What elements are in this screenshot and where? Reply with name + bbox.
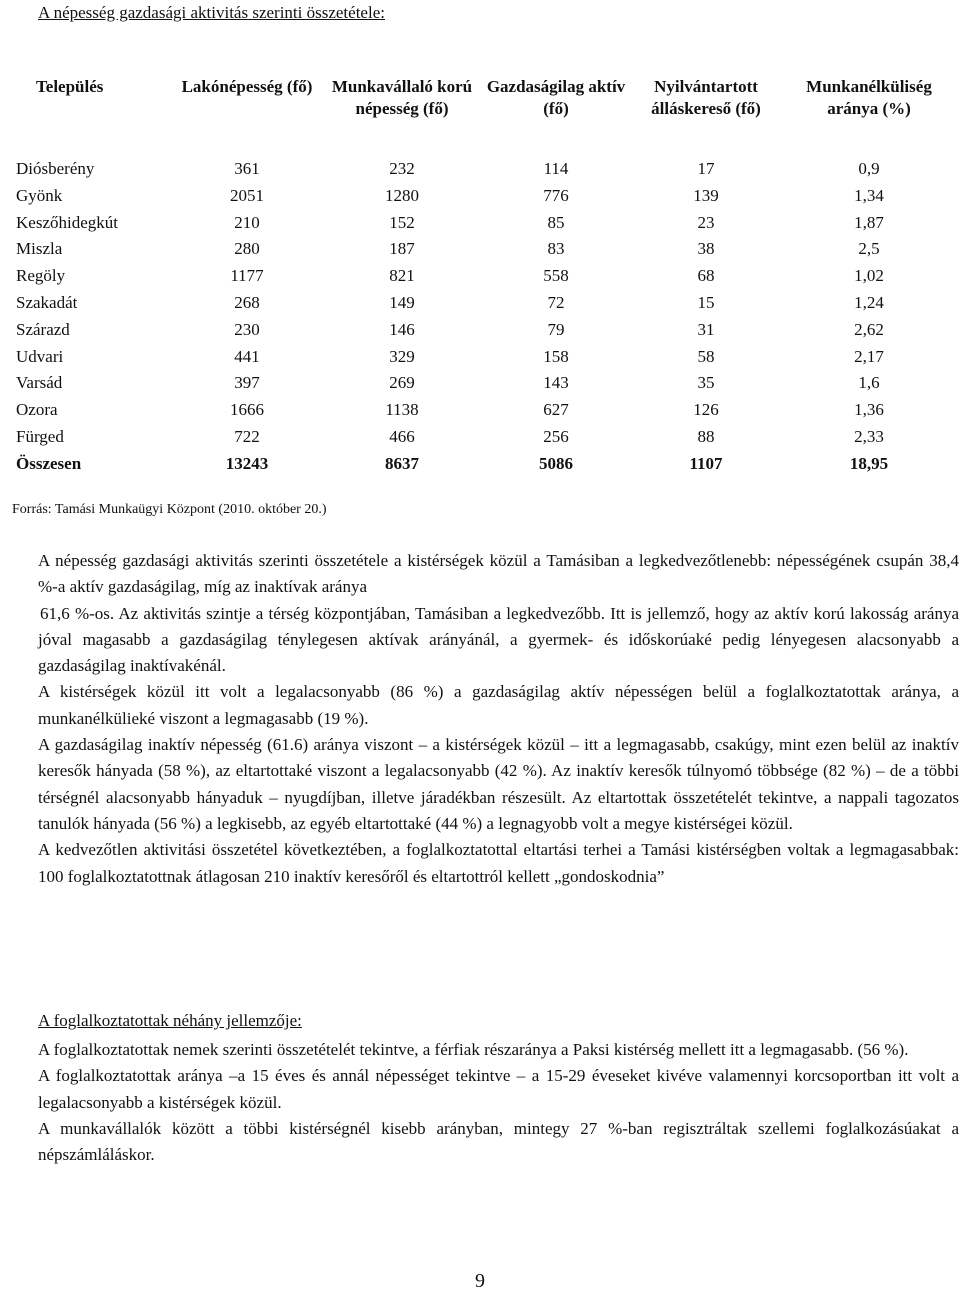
table-row (12, 397, 956, 424)
cell-jobseekers: 68 (697, 266, 715, 286)
table-row (12, 183, 956, 210)
cell-population: 230 (234, 319, 260, 339)
cell-population: 2051 (230, 185, 264, 205)
cell-unemployment-rate: 0,9 (858, 159, 880, 178)
cell-population: 268 (234, 292, 260, 312)
cell-jobseekers: 35 (697, 373, 715, 393)
table-row (12, 344, 956, 371)
total-population: 13243 (225, 453, 269, 473)
cell-working-age: 269 (389, 373, 415, 393)
cell-population: 280 (234, 239, 260, 259)
cell-working-age: 187 (389, 239, 415, 259)
paragraph: A foglalkoztatottak aránya –a 15 éves és annál népességet tekintve – a 15-29 éveseket kivéve valamennyi korcsoportban itt volt a legalacsonyabb a kistérségek közül. (38, 1066, 959, 1112)
paragraph: A kedvezőtlen aktivitási összetétel következtében, a foglalkoztatottal eltartási terhei a Tamási kistérségben voltak a legmagasabbak: 100 foglalkoztatottnak átlagosan 210 inaktív keresőről és eltartottról kellett „gondoskodnia” (38, 840, 959, 886)
paragraph: A gazdaságilag inaktív népesség (61.6) aránya viszont – a kistérségek közül – itt a legmagasabb, csakúgy, mint ezen belül az inaktív keresők hányada (58 %), az eltartottaké viszont a legalacsonyabb (42 %). Az inaktív keresők túlnyomó többsége (82 %) – de a többi térségnél alacsonyabb hányaduk – nyugdíjban, illetve járadékban részesült. Az eltartottak összetételét tekintve, a nappali tagozatos tanulók hányada (56 %) a legkisebb, az egyéb eltartottaké (44 %) a legnagyobb volt a megye kistérségei közül. (38, 735, 959, 833)
table-row (12, 236, 956, 263)
cell-working-age: 146 (389, 319, 415, 339)
cell-settlement: Keszőhidegkút (16, 212, 118, 232)
cell-settlement: Udvari (16, 346, 64, 366)
table-row (12, 290, 956, 317)
cell-jobseekers: 17 (697, 159, 715, 178)
cell-unemployment-rate: 1,87 (854, 212, 884, 232)
cell-working-age: 152 (389, 212, 415, 232)
cell-active: 558 (543, 266, 569, 286)
cell-active: 158 (543, 346, 569, 366)
page-number: 9 (475, 1270, 485, 1292)
cell-unemployment-rate: 1,02 (854, 266, 884, 286)
cell-active: 85 (547, 212, 565, 232)
cell-unemployment-rate: 1,24 (854, 292, 884, 312)
cell-unemployment-rate: 2,62 (854, 319, 884, 339)
cell-settlement: Gyönk (16, 185, 63, 205)
cell-working-age: 821 (389, 266, 415, 286)
total-jobseekers: 1107 (689, 453, 723, 473)
cell-settlement: Diósberény (16, 159, 95, 178)
paragraph: A munkavállalók között a többi kistérségnél kisebb arányban, mintegy 27 %-ban regisztráltak szellemi foglalkozásúakat a népszámláláskor. (38, 1118, 959, 1165)
section-title: A foglalkoztatottak néhány jellemzője: (38, 1011, 302, 1030)
cell-working-age: 1280 (385, 185, 419, 205)
page-heading: A népesség gazdasági aktivitás szerinti összetétele: (38, 3, 385, 22)
col-header-unemployment-rate: Munkanélküliség aránya (%) (806, 77, 932, 118)
total-working-age: 8637 (385, 453, 419, 473)
total-unemployment-rate: 18,95 (849, 453, 889, 473)
col-header-working-age: Munkavállaló korú népesség (fő) (331, 77, 473, 118)
cell-unemployment-rate: 2,33 (854, 426, 884, 446)
cell-active: 256 (543, 426, 569, 446)
source-note: Forrás: Tamási Munkaügyi Központ (2010. október 20.) (12, 502, 327, 517)
activity-table (12, 76, 956, 478)
cell-unemployment-rate: 2,5 (858, 239, 880, 259)
analysis-text (38, 548, 959, 890)
cell-working-age: 466 (389, 426, 415, 446)
cell-unemployment-rate: 1,36 (854, 400, 884, 420)
cell-settlement: Varsád (16, 373, 63, 393)
cell-unemployment-rate: 2,17 (854, 346, 884, 366)
cell-active: 72 (547, 292, 565, 312)
employment-text (38, 1037, 959, 1168)
total-row (12, 451, 956, 478)
cell-jobseekers: 38 (697, 239, 715, 259)
cell-working-age: 1138 (385, 400, 419, 420)
cell-active: 79 (547, 319, 565, 339)
cell-jobseekers: 88 (697, 426, 715, 446)
col-header-active: Gazdaságilag aktív (fő) (486, 77, 626, 118)
cell-jobseekers: 126 (693, 400, 719, 420)
total-settlement: Összesen (16, 453, 82, 473)
cell-active: 627 (543, 400, 569, 420)
cell-population: 1666 (230, 400, 264, 420)
cell-jobseekers: 139 (693, 185, 719, 205)
cell-active: 776 (543, 185, 569, 205)
col-header-settlement: Település (36, 77, 104, 96)
cell-settlement: Szárazd (16, 319, 70, 339)
paragraph: A kistérségek közül itt volt a legalacsonyabb (86 %) a gazdaságilag aktív népességen belül a foglalkoztatottak aránya, a munkanélkülieké viszont a legmagasabb (19 %). (38, 682, 959, 728)
cell-population: 722 (234, 426, 260, 446)
table-row (12, 317, 956, 344)
table-row (12, 210, 956, 237)
cell-jobseekers: 15 (697, 292, 715, 312)
cell-settlement: Miszla (16, 239, 63, 259)
cell-active: 114 (543, 159, 569, 178)
col-header-population: Lakónépesség (fő) (181, 77, 313, 96)
cell-settlement: Szakadát (16, 292, 78, 312)
cell-population: 361 (234, 159, 260, 178)
cell-working-age: 232 (389, 159, 415, 178)
cell-settlement: Ozora (16, 400, 58, 420)
cell-population: 210 (234, 212, 260, 232)
table-row (12, 370, 956, 397)
paragraph: A foglalkoztatottak nemek szerinti összetételét tekintve, a férfiak részaránya a Paksi kistérség mellett itt a legmagasabb. (56 %). (38, 1040, 909, 1059)
cell-jobseekers: 23 (697, 212, 715, 232)
table-row (12, 424, 956, 451)
paragraph: A népesség gazdasági aktivitás szerinti összetétele a kistérségek közül a Tamásiban a legkedvezőtlenebb: népességének csupán 38,4 %-a aktív gazdaságilag, míg az inaktívak aránya (38, 551, 959, 597)
cell-unemployment-rate: 1,6 (858, 373, 880, 393)
cell-unemployment-rate: 1,34 (854, 185, 884, 205)
cell-settlement: Fürged (16, 426, 64, 446)
table-row (12, 156, 956, 183)
cell-jobseekers: 31 (697, 319, 715, 339)
cell-active: 83 (547, 239, 565, 259)
cell-population: 1177 (230, 266, 264, 286)
table-header-row (12, 76, 956, 156)
cell-settlement: Regöly (16, 266, 66, 286)
cell-jobseekers: 58 (697, 346, 715, 366)
cell-working-age: 329 (389, 346, 415, 366)
total-active: 5086 (539, 453, 573, 473)
col-header-jobseekers: Nyilvántartott álláskereső (fő) (651, 77, 761, 118)
cell-active: 143 (543, 373, 569, 393)
table-row (12, 263, 956, 290)
cell-working-age: 149 (389, 292, 415, 312)
paragraph: 61,6 %-os. Az aktivitás szintje a térség központjában, Tamásiban a legkedvezőbb. Itt is jellemző, hogy az aktív korú lakosság aránya jóval magasabb a gazdaságilag ténylegesen aktívak arányánál, a gyermek- és időskorúaké pedig lényegesen alacsonyabb a gazdaságilag inaktívakénál. (38, 603, 959, 676)
cell-population: 397 (234, 373, 260, 393)
cell-population: 441 (234, 346, 260, 366)
